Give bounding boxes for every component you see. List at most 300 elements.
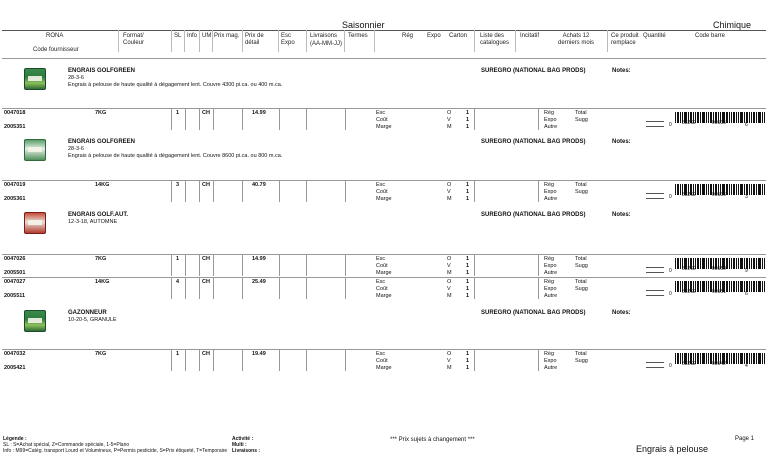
barcode-bar [753,112,755,123]
table-cell [242,181,280,202]
barcode-left-digit: 0 [669,363,672,369]
format: 14KG [95,279,110,285]
purchase-autre: Autre [544,270,558,276]
barcode-bar [680,281,681,292]
barcode-bar [731,184,732,195]
barcode-bar [756,184,757,195]
col-quantite: Quantité [643,33,666,39]
barcode-left-digit: 0 [669,268,672,274]
barcode-bar [677,258,679,269]
barcode-bar [702,353,705,364]
table-cell [171,181,186,202]
um-value: CH [202,279,210,285]
barcode-bar [726,184,728,195]
barcode-bar [762,353,763,364]
barcode-group-a: 58262 [682,120,696,126]
barcode-bar [680,353,681,364]
table-cell [171,109,186,130]
sku: 0047027 [4,279,26,285]
barcode-bar [738,258,739,269]
product-name: ENGRAIS GOLF.AUT. [68,212,129,218]
barcode-bar [731,258,732,269]
purchase-divider [538,350,539,371]
barcode-bar [740,353,743,364]
barcode-bar [700,184,701,195]
label-marge: Marge [376,124,392,130]
barcode-right-digit: 3 [745,194,748,200]
quantity-input-line [646,367,664,368]
barcode-bar [764,281,765,292]
barcode-bar [753,353,755,364]
barcode-bar [756,281,757,292]
barcode-bar [758,112,761,123]
barcode-bar [756,353,757,364]
barcode-bar [738,281,739,292]
supplier-name: SUREGRO (NATIONAL BAG PRODS) [481,212,586,218]
um-value: CH [202,182,210,188]
barcode-bar [700,258,701,269]
col-expo: Expo [427,33,441,39]
barcode-left-digit: 0 [669,291,672,297]
table-cell [199,278,214,299]
purchase-total: Total [575,110,587,116]
barcode-bar [706,281,707,292]
barcode-bar [697,258,699,269]
label-marge: Marge [376,293,392,299]
barcode-bar [680,258,681,269]
table-cell [306,278,346,299]
table-cell [306,109,346,130]
purchase-divider [538,109,539,130]
barcode-bar [706,184,707,195]
purchase-reg: Rég [544,351,555,357]
notes-label: Notes: [612,68,631,74]
page-number: Page 1 [735,436,755,442]
product-name: GAZONNEUR [68,310,107,316]
product-spec: 12-3-18, AUTOMNE [68,219,118,225]
sl-value: 1 [176,351,180,357]
carton-value: 1 [466,263,470,269]
legend-title: Légende : [3,436,27,442]
barcode-bar [736,112,737,123]
quantity-input-line [646,126,664,127]
barcode-bar [708,184,709,195]
notes-label: Notes: [612,212,631,218]
col-livraisons-sub: (AA-MM-JJ) [310,41,342,47]
product-description: Engrais à pelouse de haute qualité à dégagement lent. Couvre 4300 pi.ca. ou 400 m.ca. [68,82,283,88]
purchase-total: Total [575,279,587,285]
label-o: O [447,351,452,357]
label-o: O [447,279,452,285]
barcode-bar [738,112,739,123]
product-spec: 28-3-6 [68,146,84,152]
barcode-group-b: 00542 [712,361,726,367]
purchase-total: Total [575,351,587,357]
barcode-bar [675,258,676,269]
multi-label: Multi : [232,442,247,448]
format: 7KG [95,256,107,262]
barcode-bar [731,281,732,292]
supplier-name: SUREGRO (NATIONAL BAG PRODS) [481,139,586,145]
barcode-bar [700,281,701,292]
barcode-bar [729,281,730,292]
purchase-divider [538,278,539,299]
barcode-bar [675,353,676,364]
barcode-bar [733,184,735,195]
sku: 0047026 [4,256,26,262]
purchase-expo: Expo [544,117,557,123]
um-value: CH [202,351,210,357]
header-top-rule [2,30,766,31]
barcode-bar [726,353,728,364]
barcode-bar [700,112,701,123]
product-image [24,212,46,234]
carton-value: 1 [466,279,470,285]
col-um: UM [202,33,212,39]
carton-value: 1 [466,293,470,299]
barcode-bar [697,353,699,364]
label-o: O [447,182,452,188]
table-cell [199,350,214,371]
product-image [24,68,46,90]
barcode-bar [702,258,705,269]
label-m: M [447,365,452,371]
termes-cell [374,109,475,130]
price-notice: *** Prix sujets à changement *** [390,437,475,443]
barcode-bar [764,258,765,269]
vendor-code: 2005421 [4,365,26,371]
purchase-expo: Expo [544,286,557,292]
sl-value: 1 [176,110,180,116]
table-cell [199,255,214,276]
barcode-bar [729,184,730,195]
product-image-label [28,318,42,323]
page-title: Saisonnier [342,20,385,30]
table-cell [199,181,214,202]
table-cell [242,255,280,276]
purchase-total: Total [575,256,587,262]
um-value: CH [202,256,210,262]
vendor-code: 2005351 [4,124,26,130]
barcode-group-b: 00551 [712,289,726,295]
purchase-expo: Expo [544,189,557,195]
table-cell [306,181,346,202]
notes-label: Notes: [612,310,631,316]
barcode-bar [740,184,743,195]
barcode-right-digit: 6 [745,122,748,128]
barcode-bar [708,353,709,364]
barcode-bar [751,281,752,292]
barcode-bar [708,281,709,292]
barcode-group-a: 58262 [682,192,696,198]
barcode-bar [702,112,705,123]
barcode-bar [740,281,743,292]
label-cout: Coût [376,263,388,269]
quantity-input-line [646,198,664,199]
barcode-bar [758,353,761,364]
barcode-bar [702,281,705,292]
table-cell [171,255,186,276]
section-title: Chimique [713,20,752,30]
barcode-bar [751,112,752,123]
col-prix-mag: Prix mag. [214,33,240,39]
barcode-bar [726,112,728,123]
barcode-bar [758,184,761,195]
um-value: CH [202,110,210,116]
barcode-bar [764,112,765,123]
purchase-sugg: Sugg [575,286,588,292]
carton-value: 1 [466,196,470,202]
carton-value: 1 [466,365,470,371]
quantity-input[interactable] [646,290,664,291]
barcode-bar [708,258,709,269]
purchase-reg: Rég [544,110,555,116]
col-esc-expo: Esc Expo [281,33,295,46]
product-image [24,310,46,332]
sl-value: 1 [176,256,180,262]
table-cell [199,109,214,130]
label-esc: Esc [376,182,386,188]
barcode-bar [764,184,765,195]
col-livraisons: Livraisons [310,33,338,39]
quantity-input-line [646,272,664,273]
barcode-bar [677,353,679,364]
activity-label: Activité : [232,436,254,442]
label-m: M [447,270,452,276]
barcode-bar [749,353,750,364]
purchase-sugg: Sugg [575,358,588,364]
supplier-name: SUREGRO (NATIONAL BAG PRODS) [481,310,586,316]
barcode-bar [736,353,737,364]
barcode-bar [758,281,761,292]
notes-label: Notes: [612,139,631,145]
livraisons-label: Livraisons : [232,448,261,454]
barcode-bar [700,353,701,364]
carton-value: 1 [466,110,470,116]
barcode-bar [706,258,707,269]
barcode-bar [758,258,761,269]
barcode-bar [726,281,728,292]
label-marge: Marge [376,196,392,202]
barcode-bar [751,353,752,364]
quantity-input[interactable] [646,267,664,268]
quantity-input[interactable] [646,362,664,363]
format: 7KG [95,351,107,357]
barcode-bar [729,112,730,123]
purchase-autre: Autre [544,124,558,130]
barcode-bar [706,353,707,364]
barcode-bar [736,281,737,292]
product-image-label [28,220,42,225]
barcode-bar [708,112,709,123]
barcode-right-digit: 9 [745,268,748,274]
col-code-barre: Code barre [695,33,726,39]
barcode-bar [749,258,750,269]
barcode-bar [675,184,676,195]
label-v: V [447,189,451,195]
purchase-sugg: Sugg [575,263,588,269]
barcode-bar [726,258,728,269]
barcode-bar [749,112,750,123]
barcode-bar [729,353,730,364]
purchase-divider [538,255,539,276]
barcode-bar [751,184,752,195]
col-info: Info [187,33,198,39]
sl-value: 4 [176,279,180,285]
barcode-bar [736,258,737,269]
purchase-reg: Rég [544,279,555,285]
barcode-bar [702,184,705,195]
barcode-bar [706,112,707,123]
product-spec: 10-20-5, GRANULE [68,317,117,323]
purchase-total: Total [575,182,587,188]
table-cell [242,109,280,130]
purchase-reg: Rég [544,182,555,188]
purchase-divider [538,181,539,202]
col-achats: Achats 12 derniers mois [558,33,595,46]
label-m: M [447,196,452,202]
barcode-bar [729,258,730,269]
col-carton: Carton [449,33,468,39]
retail-price: 25.49 [252,279,266,285]
legend-info: Info : M99=Catég. transport Lourd et Volumineux, P=Permis pesticide, S=Prix étiqueté, T=Temporaire [3,448,228,454]
barcode-group-b: 00536 [712,192,726,198]
carton-value: 1 [466,117,470,123]
barcode-bar [740,258,743,269]
retail-price: 14.99 [252,110,266,116]
product-image-label [28,147,42,152]
barcode-bar [749,184,750,195]
barcode-bar [677,184,679,195]
barcode-bar [762,112,763,123]
label-marge: Marge [376,270,392,276]
barcode-bar [731,112,732,123]
purchase-sugg: Sugg [575,117,588,123]
barcode-bar [749,281,750,292]
retail-price: 19.49 [252,351,266,357]
sku: 0047019 [4,182,26,188]
col-format: Format/ Couleur [123,33,145,46]
barcode-bar [738,353,739,364]
barcode-bar [733,258,735,269]
purchase-sugg: Sugg [575,189,588,195]
table-cell [242,350,280,371]
barcode-bar [753,281,755,292]
legend-sl: SL : S=Achat spécial, Z=Commande spéciale, 1-5=Plano [3,442,130,448]
termes-cell [374,255,475,276]
sl-value: 3 [176,182,180,188]
retail-price: 40.79 [252,182,266,188]
col-liste-catalogues: Liste des catalogues [480,33,510,46]
table-cell [171,350,186,371]
label-marge: Marge [376,365,392,371]
carton-value: 1 [466,286,470,292]
barcode-group-a: 58262 [682,266,696,272]
barcode-bar [697,184,699,195]
table-cell [306,255,346,276]
activity-block [232,436,260,454]
col-termes: Termes [348,33,368,39]
barcode-bar [680,184,681,195]
supplier-name: SUREGRO (NATIONAL BAG PRODS) [481,68,586,74]
vendor-code: 2005501 [4,270,26,276]
label-v: V [447,286,451,292]
barcode-bar [675,112,676,123]
col-sl: SL [174,33,182,39]
quantity-input[interactable] [646,193,664,194]
quantity-input[interactable] [646,121,664,122]
barcode-bar [751,258,752,269]
label-v: V [447,263,451,269]
purchase-autre: Autre [544,365,558,371]
barcode-bar [753,184,755,195]
purchase-autre: Autre [544,293,558,299]
col-reg: Rég [402,33,414,39]
barcode-group-b: 00535 [712,120,726,126]
barcode-bar [680,112,681,123]
carton-value: 1 [466,351,470,357]
termes-cell [374,350,475,371]
category-label: Engrais à pelouse [636,444,709,454]
barcode-bar [697,281,699,292]
barcode-bar [762,258,763,269]
label-o: O [447,110,452,116]
col-ce-produit: Ce produit remplace [611,33,639,46]
purchase-autre: Autre [544,196,558,202]
purchase-expo: Expo [544,358,557,364]
barcode-bar [733,112,735,123]
label-esc: Esc [376,351,386,357]
label-m: M [447,293,452,299]
product-name: ENGRAIS GOLFGREEN [68,68,136,74]
barcode-group-a: 58262 [682,289,696,295]
label-esc: Esc [376,110,386,116]
table-cell [171,278,186,299]
sku: 0047018 [4,110,26,116]
table-cell [242,278,280,299]
col-code-fournisseur: Code fournisseur [33,47,79,53]
vendor-code: 2005511 [4,293,26,299]
label-cout: Coût [376,117,388,123]
purchase-expo: Expo [544,263,557,269]
carton-value: 1 [466,189,470,195]
termes-cell [374,181,475,202]
barcode-bar [738,184,739,195]
barcode-left-digit: 0 [669,194,672,200]
barcode-bar [756,258,757,269]
label-esc: Esc [376,279,386,285]
label-esc: Esc [376,256,386,262]
carton-value: 1 [466,270,470,276]
table-cell [306,350,346,371]
barcode-bar [733,281,735,292]
col-incitatif: Incitatif [520,33,540,39]
carton-value: 1 [466,358,470,364]
label-cout: Coût [376,286,388,292]
barcode-right-digit: 6 [745,291,748,297]
vendor-code: 2005361 [4,196,26,202]
format: 14KG [95,182,110,188]
barcode-bar [677,112,679,123]
barcode-right-digit: 4 [745,363,748,369]
carton-value: 1 [466,124,470,130]
barcode-bar [677,281,679,292]
barcode-bar [762,184,763,195]
label-v: V [447,358,451,364]
product-spec: 28-3-6 [68,75,84,81]
barcode-bar [764,353,765,364]
barcode-bar [756,112,757,123]
